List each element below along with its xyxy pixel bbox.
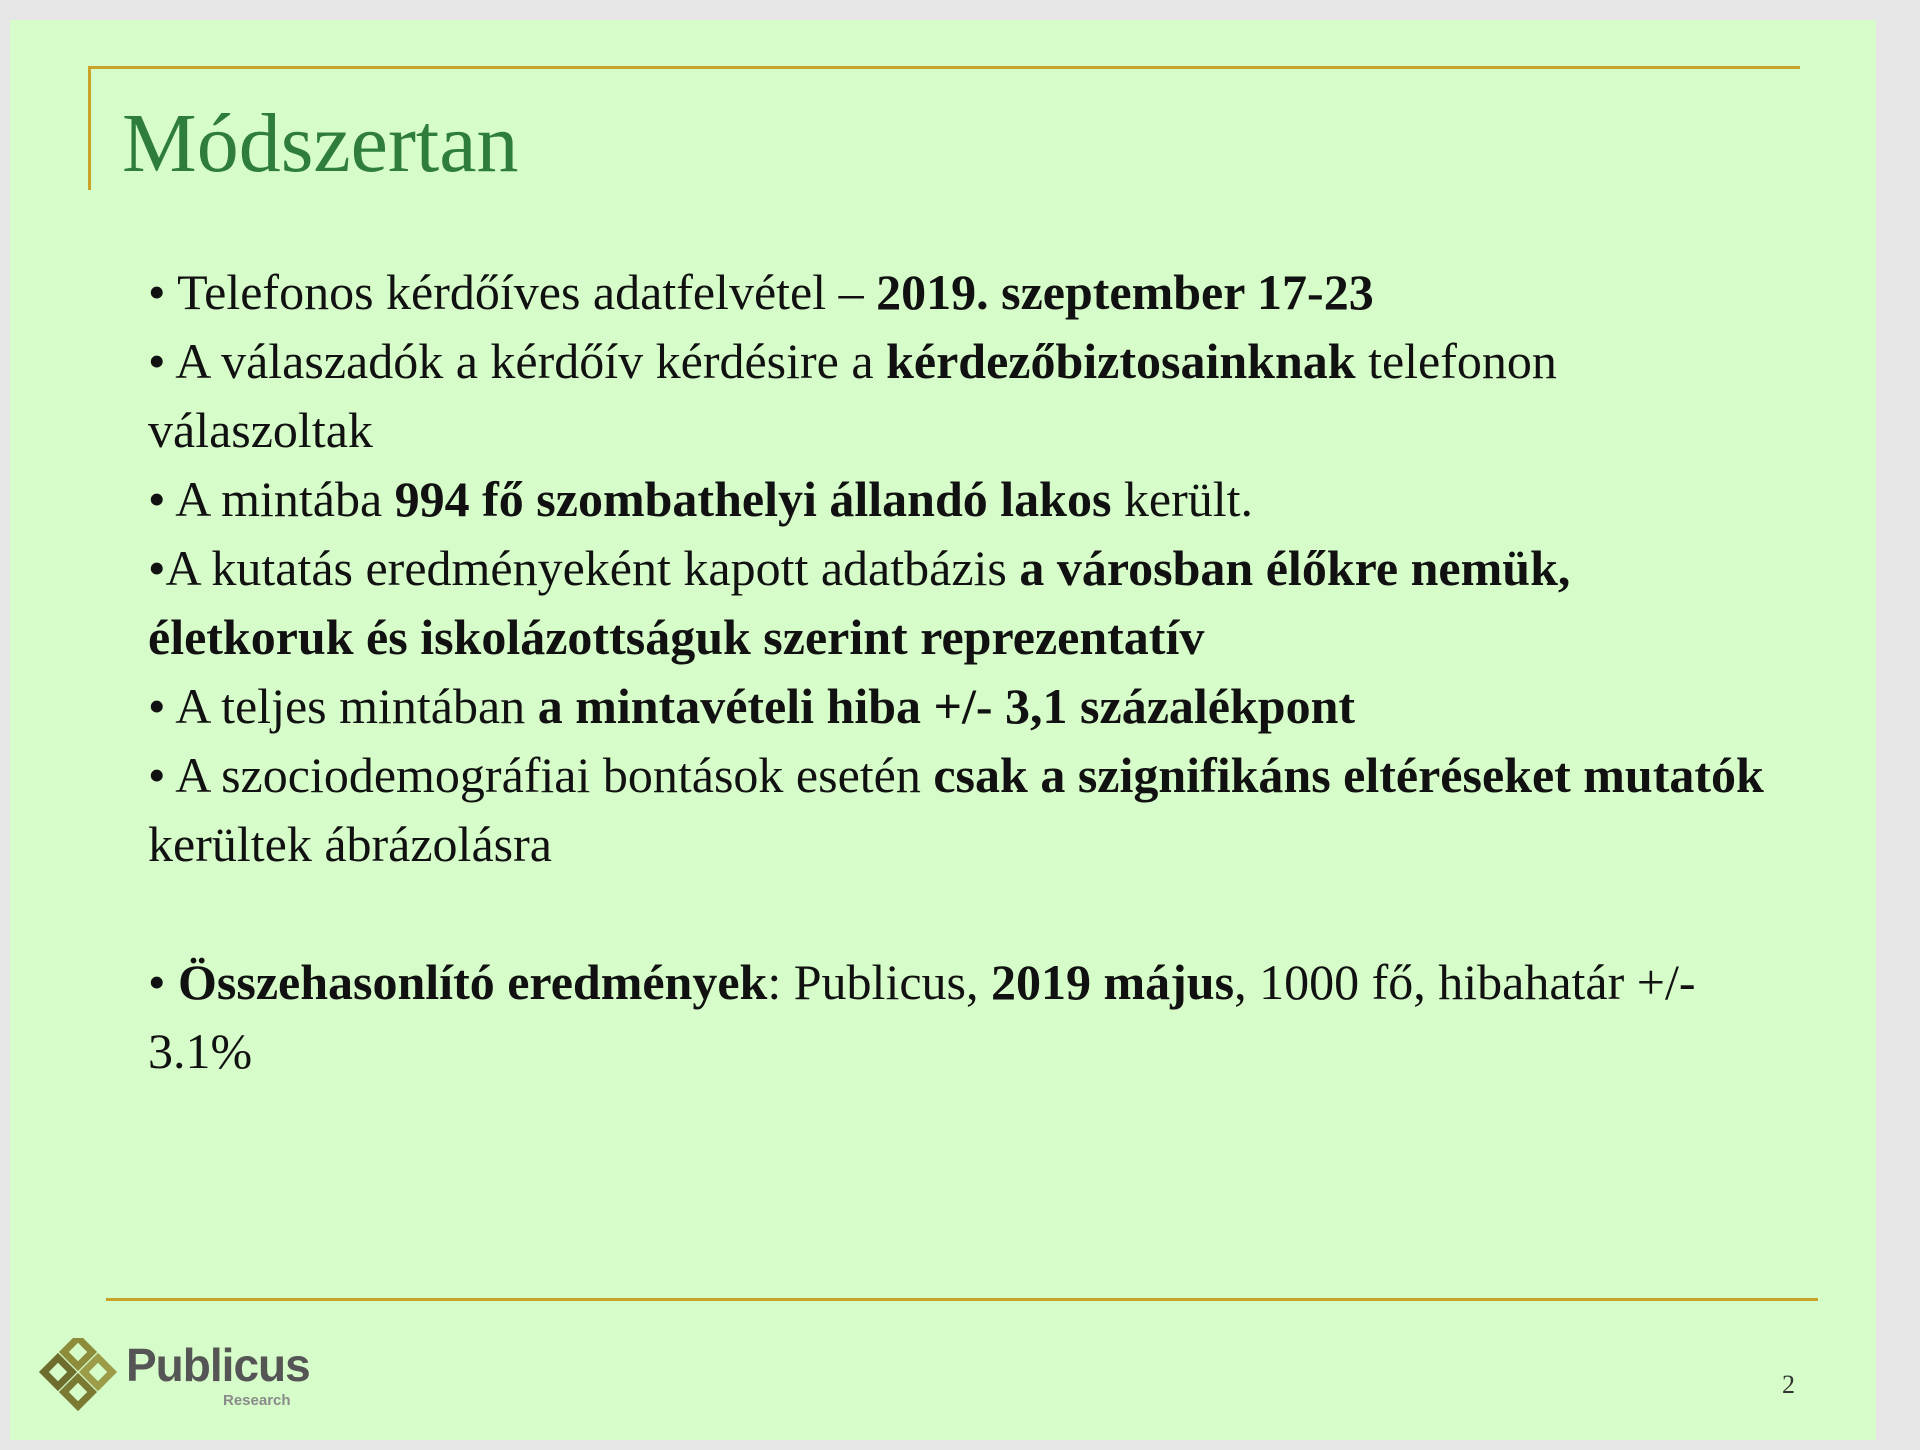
text-run: telefonon válaszoltak <box>148 333 1557 458</box>
bold-text: 2019 május <box>991 954 1235 1010</box>
text-run: • <box>148 264 178 320</box>
publicus-diamond-icon <box>38 1338 118 1414</box>
bullet-paragraph <box>148 465 1788 534</box>
footer-divider <box>106 1298 1818 1301</box>
publicus-logo <box>38 1338 318 1414</box>
bold-text: csak a szignifikáns eltéréseket mutatók <box>933 747 1764 803</box>
bullet-paragraph <box>148 534 1788 672</box>
bold-text: a mintavételi hiba +/- 3,1 százalékpont <box>537 678 1356 734</box>
text-run: • A teljes mintában <box>148 678 538 734</box>
text-run: • A szociodemográfiai bontások esetén <box>148 747 934 803</box>
slide-body <box>148 258 1788 1086</box>
text-run: került. <box>1111 471 1254 527</box>
bullet-paragraph <box>148 948 1788 1086</box>
title-border-top <box>88 66 1800 69</box>
text-run: • <box>148 954 179 1010</box>
text-run: •A kutatás eredményeként kapott adatbázis <box>148 540 1020 596</box>
slide-title: Módszertan <box>122 97 519 190</box>
bold-text: a városban élőkre nemük, életkoruk és iskolázottságuk szerint reprezentatív <box>148 540 1571 665</box>
bold-text: 994 fő szombathelyi állandó lakos <box>394 471 1112 527</box>
text-run: kerültek ábrázolásra <box>148 816 552 872</box>
bullet-paragraph <box>148 327 1788 465</box>
text-run: • A mintába <box>148 471 395 527</box>
text-run: , 1000 fő, hibahatár +/- 3.1% <box>148 954 1696 1079</box>
bullet-paragraph <box>148 672 1788 741</box>
logo-name: Publicus <box>126 1339 310 1391</box>
text-run: Telefonos kérdőíves adatfelvétel – <box>177 264 877 320</box>
bold-text: kérdezőbiztosainknak <box>886 333 1356 389</box>
text-run: • A válaszadók a kérdőív kérdésire a <box>148 333 887 389</box>
logo-subtitle: Research <box>223 1392 291 1409</box>
title-border-left <box>88 66 91 190</box>
bullet-paragraph <box>148 741 1788 879</box>
bold-text: 2019. szeptember 17-23 <box>876 264 1374 320</box>
page-number: 2 <box>1782 1370 1795 1399</box>
slide <box>10 20 1876 1440</box>
bullet-paragraph <box>148 258 1788 327</box>
bold-text: Összehasonlító eredmények <box>178 954 768 1010</box>
paragraph-gap <box>148 879 1788 948</box>
text-run: : Publicus, <box>767 954 991 1010</box>
